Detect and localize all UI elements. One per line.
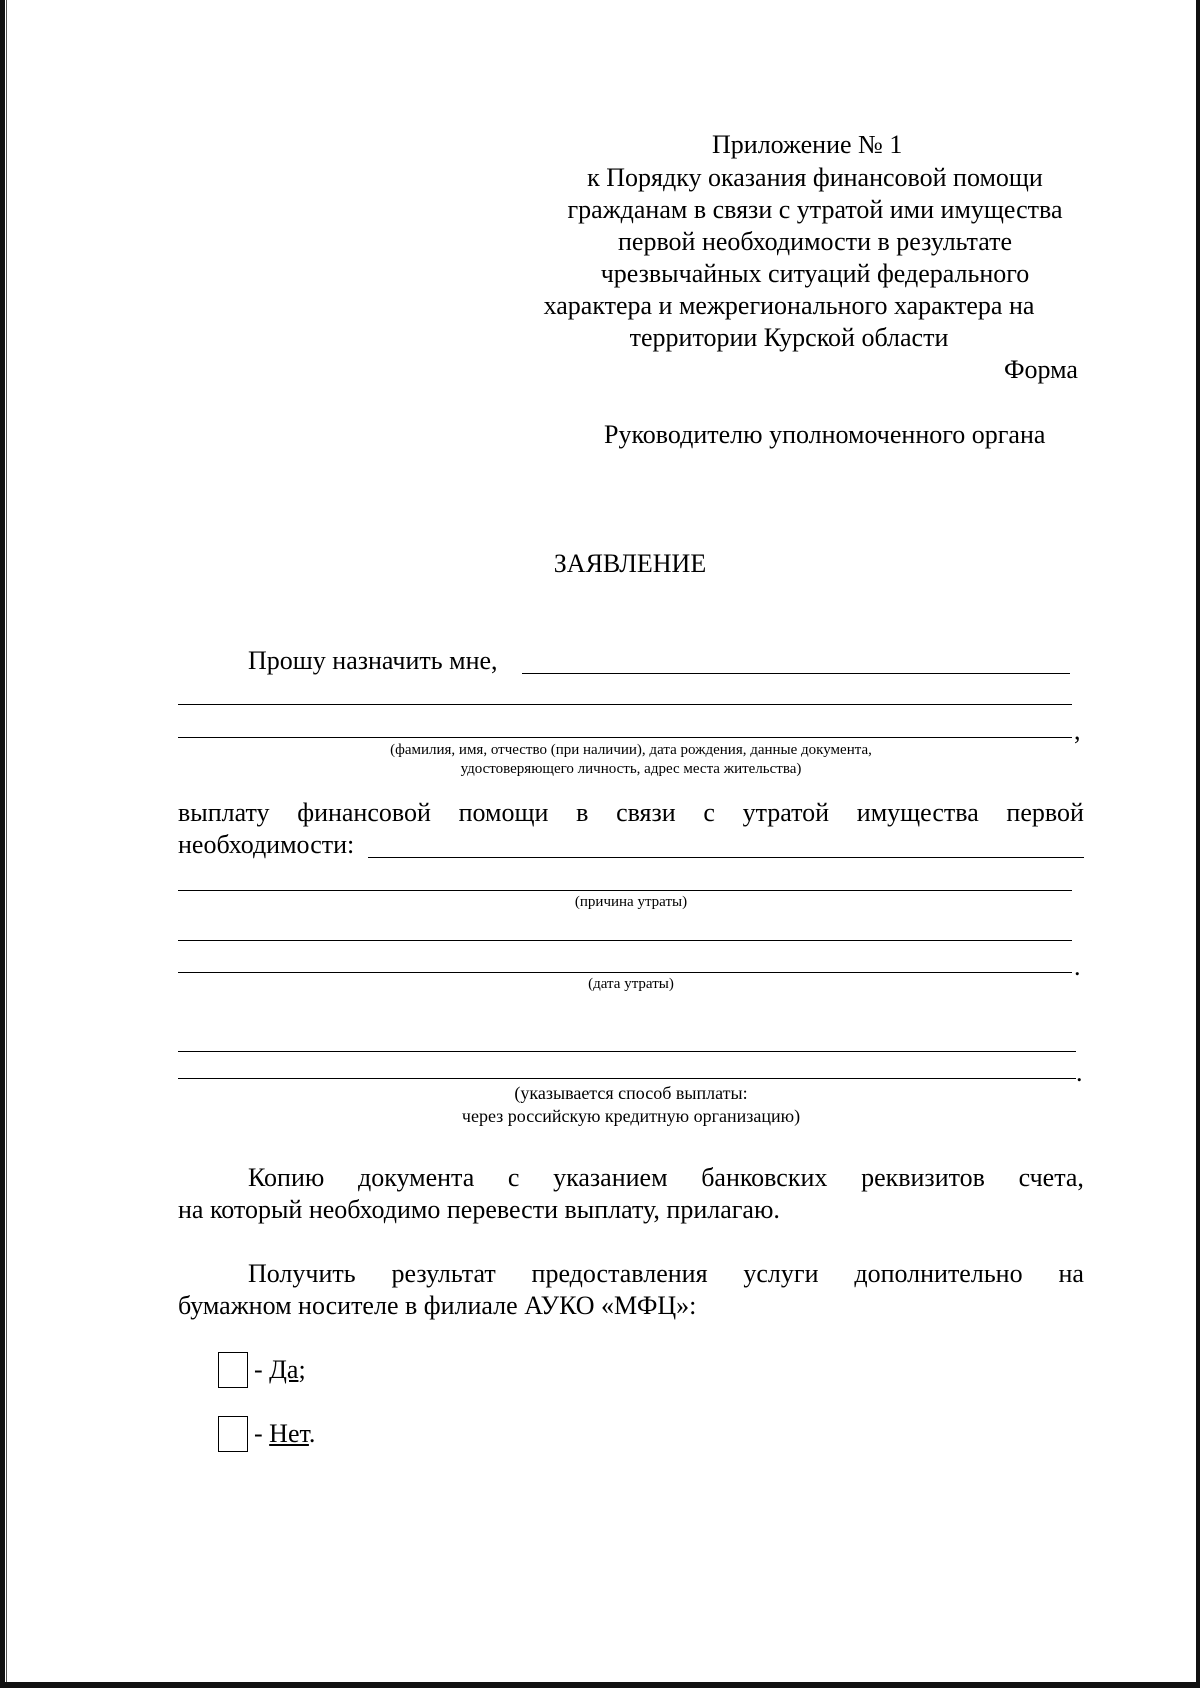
payment-word: утратой [742,798,830,827]
copy-word: Копию [248,1163,325,1192]
applicant-field-line-2[interactable] [178,704,1072,705]
option-no-text: Нет [269,1419,309,1448]
copy-word: указанием [553,1163,668,1192]
option-yes-dash: - [254,1355,263,1384]
copy-word: счета, [1018,1163,1084,1192]
payment-word: выплату [178,798,270,827]
result-word: результат [391,1259,496,1288]
payment-line-2-lead: необходимости: [178,830,355,859]
result-word: на [1058,1259,1084,1288]
copy-word: с [507,1163,520,1192]
header-line-3: первой необходимости в результате [618,227,1012,256]
option-no-label [254,1418,315,1450]
copy-word: реквизитов [861,1163,985,1192]
copy-word: документа [357,1163,475,1192]
payment-word: первой [1006,798,1084,827]
method-caption-line-2: через российскую кредитную организацию) [461,1106,801,1126]
date-field-line-2[interactable] [178,972,1072,973]
copy-paragraph-line-1 [248,1162,1084,1194]
appendix-number: Приложение № 1 [712,130,903,159]
option-no-checkbox[interactable] [218,1416,248,1452]
scan-edge-right [1196,0,1200,1688]
payment-word: помощи [458,798,549,827]
copy-word: банковских [701,1163,828,1192]
scan-edge-left [0,0,5,1688]
scan-edge-bottom [0,1682,1200,1688]
date-caption: (дата утраты) [588,976,674,992]
request-comma: , [1074,716,1081,745]
request-lead: Прошу назначить мне, [248,646,498,675]
method-period: . [1076,1058,1083,1087]
result-word: Получить [248,1259,356,1288]
reason-field-line-1[interactable] [368,857,1084,858]
option-no-dash: - [254,1419,263,1448]
header-line-4: чрезвычайных ситуаций федерального [600,259,1030,288]
header-line-1: к Порядку оказания финансовой помощи [587,163,1043,192]
payment-line-1 [178,797,1084,829]
document-title: ЗАЯВЛЕНИЕ [553,549,707,578]
result-word: дополнительно [854,1259,1023,1288]
reason-caption: (причина утраты) [574,894,688,910]
copy-paragraph-line-2: на который необходимо перевести выплату, прилагаю. [178,1195,780,1224]
applicant-field-line-1[interactable] [522,673,1070,674]
payment-word: с [703,798,715,827]
addressee: Руководителю уполномоченного органа [604,420,1046,449]
result-word: предоставления [531,1259,708,1288]
applicant-caption-line-1: (фамилия, имя, отчество (при наличии), дата рождения, данные документа, [390,742,872,758]
payment-word: имущества [856,798,979,827]
option-no-suffix: . [308,1419,316,1448]
result-word: услуги [743,1259,819,1288]
option-yes-label [254,1354,306,1386]
method-field-line-1[interactable] [178,1051,1076,1052]
form-label: Форма [1004,355,1078,384]
date-field-line-1[interactable] [178,940,1072,941]
result-paragraph-line-1 [248,1258,1084,1290]
result-paragraph-line-2: бумажном носителе в филиале АУКО «МФЦ»: [178,1291,697,1320]
option-yes-suffix: ; [298,1355,306,1384]
method-field-line-2[interactable] [178,1078,1076,1079]
reason-field-line-2[interactable] [178,890,1072,891]
applicant-field-line-3[interactable] [178,737,1072,738]
header-line-5: характера и межрегионального характера на [543,291,1035,320]
date-period: . [1074,952,1081,981]
option-yes-checkbox[interactable] [218,1352,248,1388]
payment-word: связи [616,798,676,827]
payment-word: финансовой [297,798,431,827]
header-line-2: гражданам в связи с утратой ими имущества [567,195,1063,224]
scan-edge-left-inner [6,0,7,1688]
method-caption-line-1: (указывается способ выплаты: [514,1083,748,1103]
header-line-6: территории Курской области [629,323,949,352]
option-yes-text: Да [269,1355,299,1384]
applicant-caption-line-2: удостоверяющего личность, адрес места жительства) [460,761,802,777]
payment-word: в [576,798,589,827]
